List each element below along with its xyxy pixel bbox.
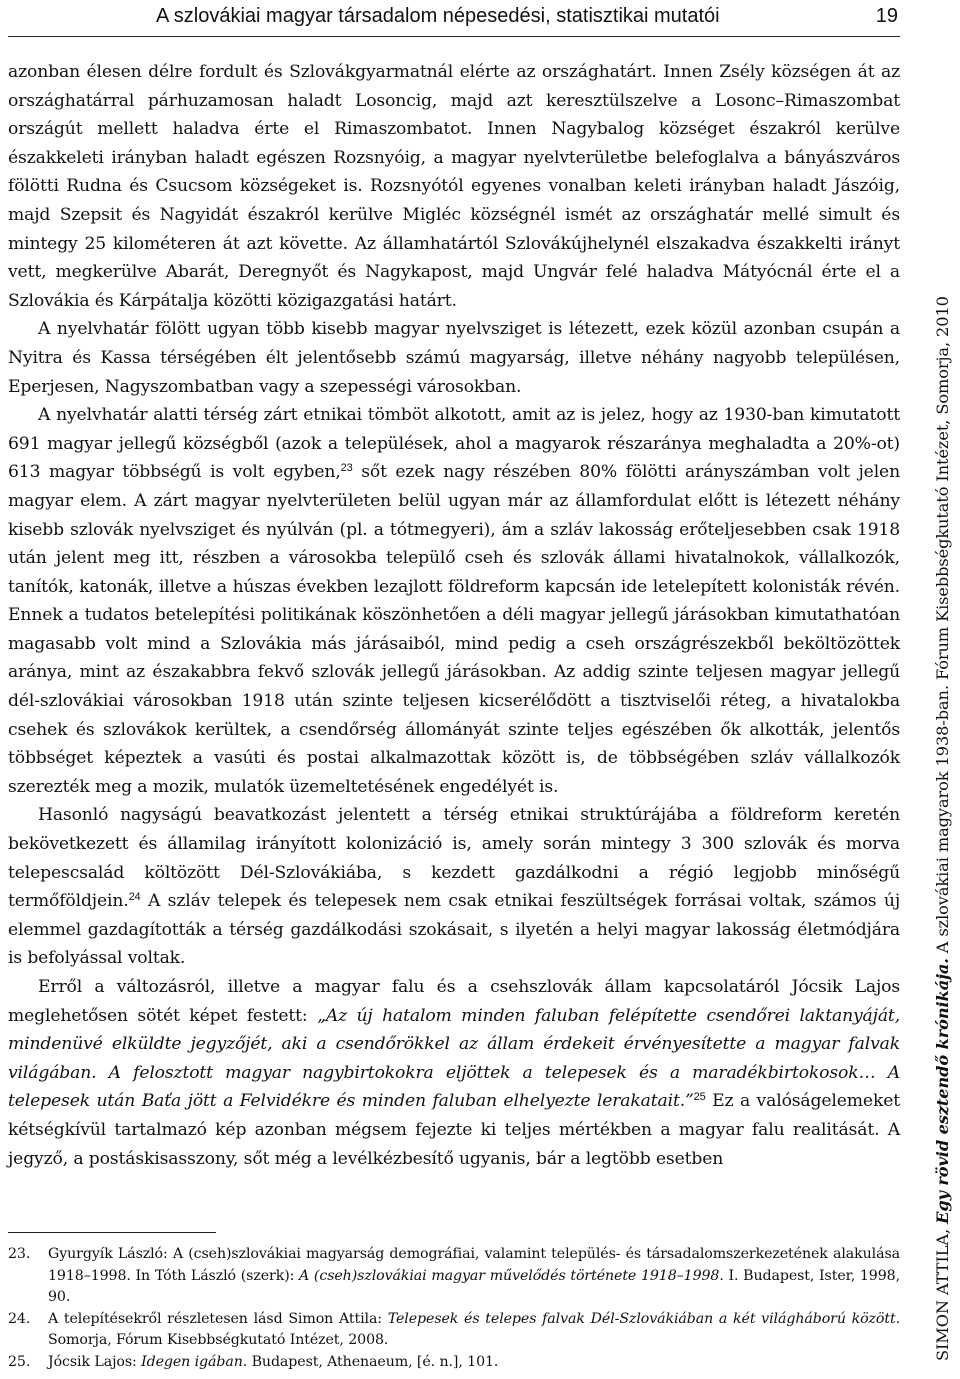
footnote-ref-23[interactable]: 23: [340, 462, 353, 475]
paragraph-1: [8, 58, 900, 315]
footnote-text: I. Budapest, Ister, 1998, 90.: [48, 1267, 900, 1305]
footnotes: [8, 1244, 900, 1373]
paragraph-3: [8, 401, 900, 801]
paragraph-5-text-a: Erről a változásról, illetve a magyar falu és a csehszlovák állam kapcsolatáról Jócsik Lajos meglehetősen sötét képet festett:: [8, 977, 900, 1026]
paragraph-4: [8, 801, 900, 973]
paragraph-2-text: A nyelvhatár fölött ugyan több kisebb magyar nyelvsziget is létezett, ezek közül azonban csupán a Nyitra és Kassa térségében élt jelentősebb számú magyarság, illetve néhány nagyobb településen, Eperjesen, Nagyszombatban vagy a szepességi városokban.: [8, 319, 900, 397]
footnote-23: [8, 1244, 900, 1309]
running-header: [8, 0, 900, 37]
footnote-text: A telepítésekről részletesen lásd Simon Attila:: [48, 1310, 388, 1327]
sidebar-author: SIMON ATTILA,: [933, 1223, 952, 1361]
footnote-number: 24.: [8, 1310, 31, 1327]
sidebar-book-title: Egy rövid esztendő krónikája.: [933, 958, 952, 1224]
footnote-number: 25.: [8, 1353, 31, 1370]
footnote-25: [8, 1352, 900, 1374]
footnote-ref-24[interactable]: 24: [128, 891, 141, 904]
sidebar-rest: A szlovákiai magyarok 1938-ban. Fórum Kisebbségkutató Intézet, Somorja, 2010: [933, 296, 952, 959]
paragraph-3-text-b: sőt ezek nagy részében 80% fölötti arányszámban volt jelen magyar elem. A zárt magyar nyelvterületen belül ugyan már az államfordulat előtt is létezett néhány kisebb szlovák nyelvsziget és nyúlván (pl. a tótmegyeri), ám a szláv lakosság erőteljesebben csak 1918 után jelent meg itt, részben a városokba települő cseh és szlovák állami hivatalnokok, vállalkozók, tanítók, katonák, illetve a húszas években lezajlott földreform kapcsán ide letelepített kolonisták révén. Ennek a tudatos betelepítési politikának köszönhetően a déli magyar jellegű járásokban kimutathatóan magasabb volt mind a Szlovákia más járásaiból, mind pedig a cseh országrészekből beköltözöttek aránya, mint az északabbra fekvő szlovák jellegű járásokban. Az addig szinte teljesen magyar jellegű dél-szlovákiai városokban 1918 után szinte teljesen kicserélődött a tisztviselői réteg, a hivatalokba csehek és szlovákok kerültek, a csendőrség állományát szinte teljes egészében ők alkották, jelentős többséget képeztek a vasúti és postai alkalmazottak között is, de többségében szláv vállalkozók szerezték meg a mozik, mulatók üzemeltetésének engedélyét is.: [8, 462, 900, 797]
footnote-24: [8, 1309, 900, 1352]
footnote-title: Telepesek és telepes falvak Dél-Szlovákiában a két világháború között.: [387, 1310, 900, 1327]
paragraph-5-quote: „Az új hatalom minden faluban felépítette csendőrei laktanyáját, mindenüvé elküldte jegyzőjét, aki a csendőrökkel az állam érdekeit érvényesítette a magyar falvak világában. A felosztott magyar nagybirtokokra eljöttek a telepesek és a maradékbirtokosok… A telepesek után Baťa jött a Felvidékre és minden faluban elhelyezte lerakatait.”: [8, 1005, 901, 1112]
running-title: A szlovákiai magyar társadalom népesedési, statisztikai mutatói: [156, 5, 720, 27]
sidebar-citation: [932, 296, 954, 1361]
footnote-text: Jócsik Lajos:: [48, 1353, 142, 1370]
footnote-text: Budapest, Athenaeum, [é. n.], 101.: [247, 1353, 499, 1370]
paragraph-4-text-a: Hasonló nagyságú beavatkozást jelentett a térség etnikai struktúrájába a földreform keretén bekövetkezett és államilag irányított kolonizáció is, amely során mintegy 3 300 szlovák és morva telepescsalád költözött Dél-Szlovákiába, s kezdett gazdálkodni a régió legjobb minőségű termőföldjein.: [8, 805, 900, 912]
footnote-ref-25[interactable]: 25: [693, 1091, 706, 1104]
footnote-divider: [8, 1232, 216, 1233]
footnote-text: Somorja, Fórum Kisebbségkutató Intézet, 2008.: [48, 1332, 389, 1348]
page-number: 19: [875, 5, 898, 27]
paragraph-3-text-a: A nyelvhatár alatti térség zárt etnikai tömböt alkotott, amit az is jelez, hogy az 1930-ban kimutatott 691 magyar jellegű községből (azok a települések, ahol a magyarok részaránya meghaladta a 20%-ot) 613 magyar többségű is volt egyben,: [8, 405, 900, 483]
footnote-title: A (cseh)szlovákiai magyar művelődés története 1918–1998.: [299, 1267, 724, 1284]
paragraph-1-text: azonban élesen délre fordult és Szlovákgyarmatnál elérte az országhatárt. Innen Zsély községen át az országhatárral párhuzamosan haladt Losoncig, majd azt keresztülszelve a Losonc–Rimaszombat országút mellett haladva érte el Rimaszombatot. Innen Nagybalog községet északról kerülve északkeleti irányban haladt egészen Rozsnyóig, a magyar nyelvterületbe belefoglalva a bányászváros fölötti Rudna és Csucsom községeket is. Rozsnyótól egyenes vonalban keleti irányban haladt Jászóig, majd Szepsit és Nagyidát északról kerülve Migléc községnél ismét az országhatár mellé simult és mintegy 25 kilométeren át azt követte. Az államhatártól Szlovákújhelynél elszakadva északkelti irányt vett, megkerülve Abarát, Deregnyőt és Nagykapost, majd Ungvár felé haladva Mátyócnál érte el a Szlovákia és Kárpátalja közötti közigazgatási határt.: [8, 62, 900, 311]
paragraph-5-text-b: Ez a valóságelemeket kétségkívül tartalmazó kép azonban mégsem fejezte ki teljes mértékben a magyar falu realitását. A jegyző, a postáskisasszony, sőt még a levélkézbesítő ugyanis, bár a legtöbb esetben: [8, 1091, 900, 1169]
body-text: [8, 58, 900, 1173]
footnote-text: Gyurgyík László: A (cseh)szlovákiai magyarság demográfiai, valamint település- és társadalomszerkezetének alakulása 1918–1998. In Tóth László (szerk):: [48, 1246, 900, 1284]
paragraph-5: [8, 973, 900, 1173]
paragraph-4-text-b: A szláv telepek és telepesek nem csak etnikai feszültségek forrásai voltak, számos új elemmel gazdagították a térség gazdálkodási szokásait, s ilyetén a helyi magyar lakosság életmódjára is befolyással voltak.: [8, 891, 900, 969]
footnote-number: 23.: [8, 1246, 31, 1262]
footnote-title: Idegen igában.: [141, 1353, 248, 1370]
paragraph-2: [8, 315, 900, 401]
